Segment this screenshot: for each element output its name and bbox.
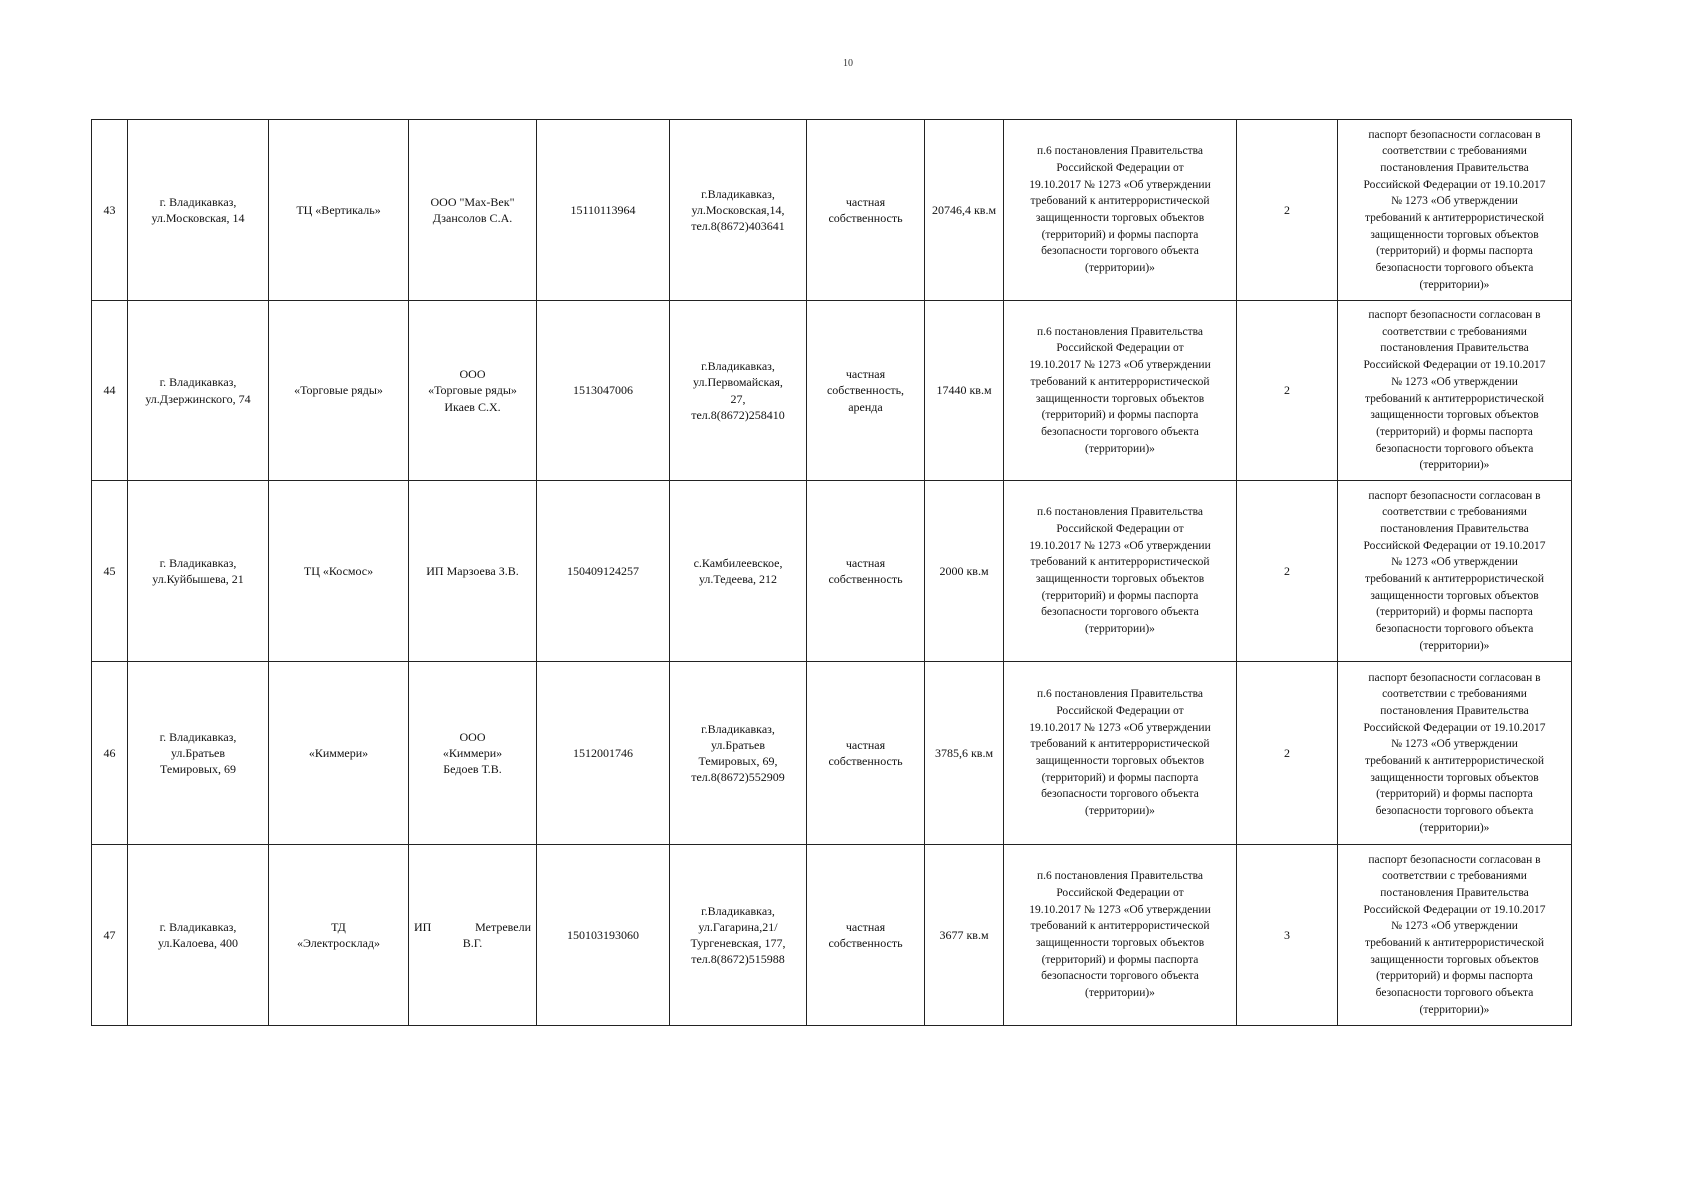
cell-line: (территории)»	[1085, 262, 1155, 275]
cell-line: Российской Федерации от	[1056, 342, 1184, 355]
cell-line: требований к антитеррористической	[1030, 556, 1210, 569]
cell-line: тел.8(8672)515988	[691, 952, 785, 967]
owner-cell	[409, 662, 537, 845]
cell-line: безопасности торгового объекта	[1041, 425, 1199, 438]
cell-line: № 1273 «Об утверждении	[1391, 556, 1518, 569]
cell-line: ООО	[459, 367, 486, 382]
cell-line: Тургеневская, 177,	[690, 936, 786, 950]
cell-line: 19.10.2017 № 1273 «Об утверждении	[1029, 903, 1211, 916]
cell-line: защищенности торговых объектов	[1370, 228, 1539, 241]
passport-status-cell	[1338, 481, 1572, 662]
cell-line: постановления Правительства	[1380, 522, 1529, 535]
cell-line: тел.8(8672)258410	[691, 407, 785, 422]
inn-cell: 1513047006	[537, 301, 670, 481]
cell-line: г. Владикавказ,	[159, 375, 237, 390]
cell-line: 19.10.2017 № 1273 «Об утверждении	[1029, 359, 1211, 372]
cell-line: ИП Марзоева З.В.	[426, 563, 519, 578]
cell-line: тел.8(8672)403641	[691, 219, 785, 234]
table-row	[92, 301, 1572, 481]
cell-line: тел.8(8672)552909	[691, 770, 785, 785]
legal-basis-cell	[1004, 481, 1237, 662]
cell-line: «Электросклад»	[296, 936, 380, 950]
cell-line: Российской Федерации от	[1056, 704, 1184, 717]
area-cell: 3677 кв.м	[925, 845, 1004, 1026]
area-cell: 17440 кв.м	[925, 301, 1004, 481]
cell-line: Российской Федерации от 19.10.2017	[1363, 178, 1546, 191]
cell-line: ул.Калоева, 400	[157, 936, 239, 950]
cell-line: п.6 постановления Правительства	[1036, 688, 1204, 701]
owner-contact-cell	[670, 845, 807, 1026]
cell-line: ТЦ «Космос»	[303, 563, 374, 578]
object-address-cell	[128, 662, 269, 845]
cell-line: (территории)»	[1419, 639, 1490, 652]
cell-line: п.6 постановления Правительства	[1036, 325, 1204, 338]
cell-line: защищенности торговых объектов	[1370, 409, 1539, 422]
cell-line: г.Владикавказ,	[701, 359, 775, 374]
object-name-cell	[269, 301, 409, 481]
legal-basis-cell	[1004, 845, 1237, 1026]
cell-line: частная	[845, 737, 886, 752]
inn-cell: 15110113964	[537, 120, 670, 301]
owner-contact-cell	[670, 301, 807, 481]
cell-line: собственность	[828, 754, 903, 768]
row-number-cell: 44	[92, 301, 128, 481]
cell-line: (территорий) и формы паспорта	[1376, 970, 1533, 983]
cell-line: «Киммери»	[442, 745, 503, 760]
cell-line: собственность,	[826, 383, 905, 398]
cell-line: Российской Федерации от 19.10.2017	[1363, 359, 1546, 372]
cell-line: 19.10.2017 № 1273 «Об утверждении	[1029, 539, 1211, 552]
inn-cell: 150409124257	[537, 481, 670, 662]
cell-line: требований к антитеррористической	[1365, 392, 1544, 405]
cell-line: ООО	[459, 729, 486, 744]
owner-surname: Метревели	[475, 919, 531, 934]
cell-line: безопасности торгового объекта	[1375, 805, 1534, 818]
ownership-form-cell	[807, 120, 925, 301]
inn-cell: 150103193060	[537, 845, 670, 1026]
table-row	[92, 845, 1572, 1026]
object-address-cell	[128, 481, 269, 662]
cell-line: паспорт безопасности согласован в	[1368, 489, 1541, 502]
table-row	[92, 120, 1572, 301]
row-number-cell: 47	[92, 845, 128, 1026]
cell-line: 19.10.2017 № 1273 «Об утверждении	[1029, 721, 1211, 734]
object-address-cell	[128, 845, 269, 1026]
cell-line: постановления Правительства	[1380, 161, 1529, 174]
cell-line: ул.Гагарина,21/	[698, 919, 778, 934]
cell-line: с.Камбилеевское,	[693, 555, 783, 570]
cell-line: собственность	[828, 936, 903, 950]
cell-line: ул.Братьев	[170, 745, 226, 760]
cell-line: Российской Федерации от	[1056, 886, 1184, 899]
legal-basis-cell	[1004, 120, 1237, 301]
cell-line: требований к антитеррористической	[1365, 573, 1544, 585]
legal-basis-cell	[1004, 662, 1237, 845]
cell-line: Российской Федерации от	[1056, 522, 1184, 535]
cell-line: г. Владикавказ,	[159, 729, 237, 744]
cell-line: «Торговые ряды»	[428, 383, 517, 398]
cell-line: постановления Правительства	[1380, 886, 1529, 899]
cell-line: безопасности торгового объекта	[1041, 606, 1199, 619]
inn-cell: 1512001746	[537, 662, 670, 845]
owner-type: ИП	[414, 919, 432, 934]
cell-line: защищенности торговых объектов	[1035, 755, 1205, 767]
cell-line: № 1273 «Об утверждении	[1391, 920, 1518, 933]
passport-status-cell	[1338, 301, 1572, 481]
table-row	[92, 662, 1572, 845]
ownership-form-cell	[807, 481, 925, 662]
owner-cell	[409, 120, 537, 301]
cell-line: требований к антитеррористической	[1365, 212, 1544, 224]
owner-contact-cell	[670, 481, 807, 662]
owner-contact-cell	[670, 120, 807, 301]
cell-line: безопасности торгового объекта	[1041, 245, 1199, 258]
cell-line: Российской Федерации от 19.10.2017	[1363, 903, 1546, 916]
cell-line: защищенности торговых объектов	[1370, 589, 1539, 602]
cell-line: аренда	[848, 399, 883, 414]
cell-line: (территории)»	[1419, 821, 1490, 834]
table-body	[92, 120, 1572, 1026]
cell-line: ТД	[331, 919, 346, 934]
area-cell: 2000 кв.м	[925, 481, 1004, 662]
area-cell: 20746,4 кв.м	[925, 120, 1004, 301]
cell-line: ТЦ «Вертикаль»	[296, 202, 381, 217]
cell-line: «Киммери»	[308, 745, 369, 760]
cell-line: п.6 постановления Правительства	[1036, 506, 1204, 519]
cell-line: требований к антитеррористической	[1030, 738, 1210, 751]
category-cell: 2	[1237, 481, 1338, 662]
cell-line: (территорий) и формы паспорта	[1376, 425, 1533, 438]
cell-line: (территорий) и формы паспорта	[1376, 788, 1533, 801]
cell-line: (территории)»	[1419, 278, 1490, 291]
cell-line: (территории)»	[1085, 623, 1155, 636]
owner-initials: В.Г.	[462, 936, 483, 950]
cell-line: защищенности торговых объектов	[1035, 212, 1205, 224]
cell-line: соответствии с требованиями	[1382, 688, 1527, 701]
cell-line: требований к антитеррористической	[1365, 937, 1544, 949]
owner-contact-cell	[670, 662, 807, 845]
cell-line: защищенности торговых объектов	[1035, 937, 1205, 949]
category-cell: 2	[1237, 120, 1338, 301]
cell-line: Икаев С.Х.	[444, 399, 501, 414]
cell-line	[412, 919, 533, 935]
ownership-form-cell	[807, 301, 925, 481]
cell-line: (территории)»	[1085, 987, 1155, 1000]
cell-line: № 1273 «Об утверждении	[1391, 375, 1518, 388]
cell-line: г.Владикавказ,	[701, 721, 775, 736]
cell-line: № 1273 «Об утверждении	[1391, 195, 1518, 208]
passport-status-cell	[1338, 845, 1572, 1026]
cell-line: безопасности торгового объекта	[1375, 262, 1534, 275]
cell-line: «Торговые ряды»	[294, 383, 383, 398]
cell-line: № 1273 «Об утверждении	[1391, 738, 1518, 751]
cell-line: (территории)»	[1085, 805, 1155, 818]
object-name-cell	[269, 481, 409, 662]
owner-cell	[409, 845, 537, 1026]
cell-line: безопасности торгового объекта	[1041, 788, 1199, 801]
cell-line: ООО "Мах-Век"	[430, 194, 515, 209]
legal-basis-cell	[1004, 301, 1237, 481]
cell-line: г. Владикавказ,	[159, 194, 237, 209]
cell-line: ул.Первомайская,	[693, 375, 783, 390]
cell-line: (территорий) и формы паспорта	[1376, 245, 1533, 258]
table-row	[92, 481, 1572, 662]
cell-line: соответствии с требованиями	[1382, 506, 1527, 519]
cell-line: собственность	[828, 572, 903, 586]
cell-line: г.Владикавказ,	[701, 186, 775, 201]
cell-line: частная	[845, 194, 886, 209]
cell-line: собственность	[828, 211, 903, 225]
page-number: 10	[843, 58, 853, 69]
cell-line: Дзансолов С.А.	[432, 211, 513, 225]
cell-line: ул.Московская,14,	[691, 202, 785, 217]
area-cell: 3785,6 кв.м	[925, 662, 1004, 845]
cell-line: 27,	[730, 391, 746, 406]
cell-line: ул.Тедеева, 212	[698, 572, 778, 586]
cell-line: постановления Правительства	[1380, 342, 1529, 355]
row-number-cell: 45	[92, 481, 128, 662]
object-name-cell	[269, 845, 409, 1026]
passport-status-cell	[1338, 120, 1572, 301]
cell-line: требований к антитеррористической	[1365, 755, 1544, 767]
cell-line: соответствии с требованиями	[1382, 325, 1527, 338]
cell-line: требований к антитеррористической	[1030, 195, 1210, 208]
owner-cell	[409, 481, 537, 662]
cell-line: ул.Дзержинского, 74	[145, 391, 251, 406]
row-number-cell: 46	[92, 662, 128, 845]
cell-line: Российской Федерации от 19.10.2017	[1363, 721, 1546, 734]
row-number-cell: 43	[92, 120, 128, 301]
category-cell: 2	[1237, 662, 1338, 845]
cell-line: защищенности торговых объектов	[1035, 573, 1205, 585]
cell-line: частная	[845, 919, 886, 934]
category-cell: 3	[1237, 845, 1338, 1026]
cell-line: Темировых, 69,	[698, 754, 778, 768]
cell-line: требований к антитеррористической	[1030, 920, 1210, 933]
ownership-form-cell	[807, 845, 925, 1026]
cell-line: безопасности торгового объекта	[1375, 987, 1534, 1000]
cell-line: п.6 постановления Правительства	[1036, 870, 1204, 883]
cell-line: (территорий) и формы паспорта	[1041, 589, 1199, 602]
cell-line: Темировых, 69	[160, 762, 236, 777]
cell-line: требований к антитеррористической	[1030, 375, 1210, 388]
cell-line: безопасности торгового объекта	[1041, 970, 1199, 983]
cell-line: Российской Федерации от	[1056, 161, 1184, 174]
cell-line: ул.Братьев	[710, 737, 766, 752]
cell-line: защищенности торговых объектов	[1370, 771, 1539, 784]
cell-line: защищенности торговых объектов	[1370, 953, 1539, 966]
passport-status-cell	[1338, 662, 1572, 845]
cell-line: паспорт безопасности согласован в	[1368, 671, 1541, 684]
cell-line: г. Владикавказ,	[159, 919, 237, 934]
cell-line: частная	[845, 555, 886, 570]
cell-line: ул.Московская, 14	[151, 211, 245, 225]
object-name-cell	[269, 662, 409, 845]
cell-line: безопасности торгового объекта	[1375, 623, 1534, 636]
cell-line: частная	[845, 367, 886, 382]
ownership-form-cell	[807, 662, 925, 845]
cell-line: г.Владикавказ,	[701, 903, 775, 918]
cell-line: соответствии с требованиями	[1382, 870, 1527, 883]
cell-line: Российской Федерации от 19.10.2017	[1363, 539, 1546, 552]
category-cell: 2	[1237, 301, 1338, 481]
cell-line: Бедоев Т.В.	[443, 762, 502, 777]
cell-line: (территорий) и формы паспорта	[1376, 606, 1533, 619]
cell-line: паспорт безопасности согласован в	[1368, 309, 1541, 322]
cell-line: ул.Куйбышева, 21	[152, 572, 244, 586]
cell-line: (территорий) и формы паспорта	[1041, 409, 1199, 422]
owner-cell	[409, 301, 537, 481]
shopping-objects-table	[91, 119, 1572, 1026]
cell-line: защищенности торговых объектов	[1035, 392, 1205, 405]
cell-line: (территорий) и формы паспорта	[1041, 771, 1199, 784]
object-address-cell	[128, 120, 269, 301]
cell-line: г. Владикавказ,	[159, 555, 237, 570]
cell-line: (территории)»	[1419, 1003, 1490, 1016]
cell-line: (территорий) и формы паспорта	[1041, 228, 1199, 241]
object-address-cell	[128, 301, 269, 481]
cell-line: соответствии с требованиями	[1382, 145, 1527, 158]
cell-line: (территорий) и формы паспорта	[1041, 953, 1199, 966]
cell-line: паспорт безопасности согласован в	[1368, 853, 1541, 866]
object-name-cell	[269, 120, 409, 301]
cell-line: 19.10.2017 № 1273 «Об утверждении	[1029, 178, 1211, 191]
cell-line: п.6 постановления Правительства	[1036, 145, 1204, 158]
cell-line: безопасности торгового объекта	[1375, 442, 1534, 455]
cell-line: постановления Правительства	[1380, 704, 1529, 717]
cell-line: (территории)»	[1419, 459, 1490, 472]
cell-line: (территории)»	[1085, 442, 1155, 455]
cell-line: паспорт безопасности согласован в	[1368, 128, 1541, 141]
